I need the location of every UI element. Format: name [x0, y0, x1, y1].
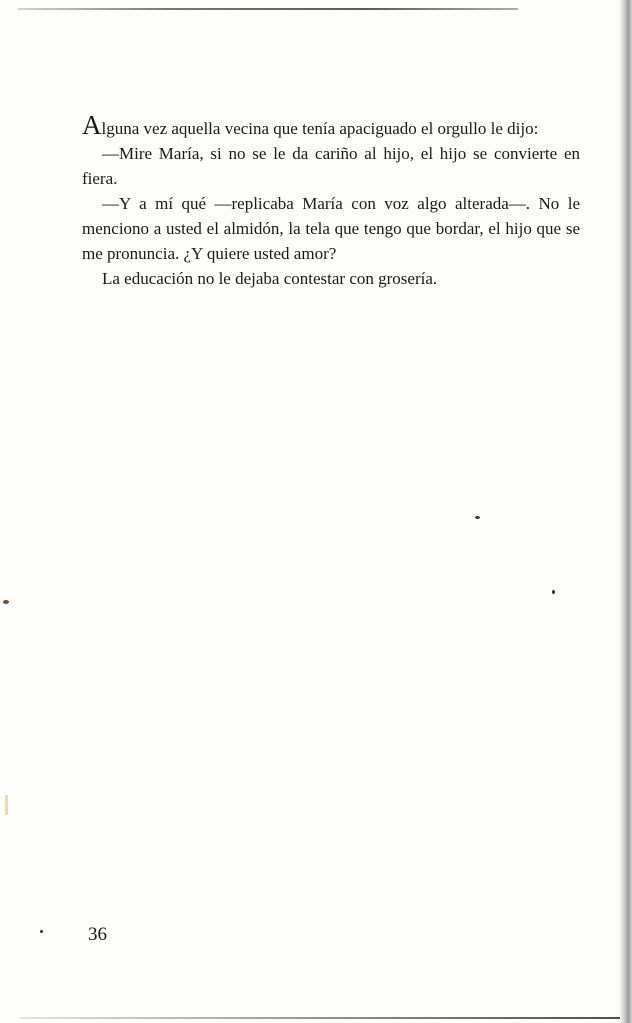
paragraph-3: —Y a mí qué —replicaba María con voz algo alterada—. No le menciono a usted el almidón, la tela que tengo que bordar, el hijo que se me pronuncia. ¿Y quiere usted amor? — [82, 194, 580, 263]
scan-speck — [475, 516, 480, 519]
scan-bottom-rule — [20, 1017, 620, 1019]
page-binding-edge — [620, 0, 632, 1023]
scan-speck — [3, 600, 9, 604]
scan-speck — [40, 930, 43, 933]
scan-speck — [5, 795, 8, 815]
paragraph-1 — [82, 110, 580, 141]
body-text — [82, 110, 580, 291]
paragraph-2: —Mire María, si no se le da cariño al hijo, el hijo se convierte en fiera. — [82, 144, 580, 188]
paragraph-4: La educación no le dejaba contestar con grosería. — [102, 269, 438, 288]
scan-top-rule — [18, 8, 518, 10]
drop-cap: A — [82, 110, 102, 140]
paragraph-1-text: lguna vez aquella vecina que tenía apaciguado el orgullo le dijo: — [101, 119, 539, 138]
scan-speck — [552, 590, 555, 594]
page-number: 36 — [88, 924, 107, 945]
